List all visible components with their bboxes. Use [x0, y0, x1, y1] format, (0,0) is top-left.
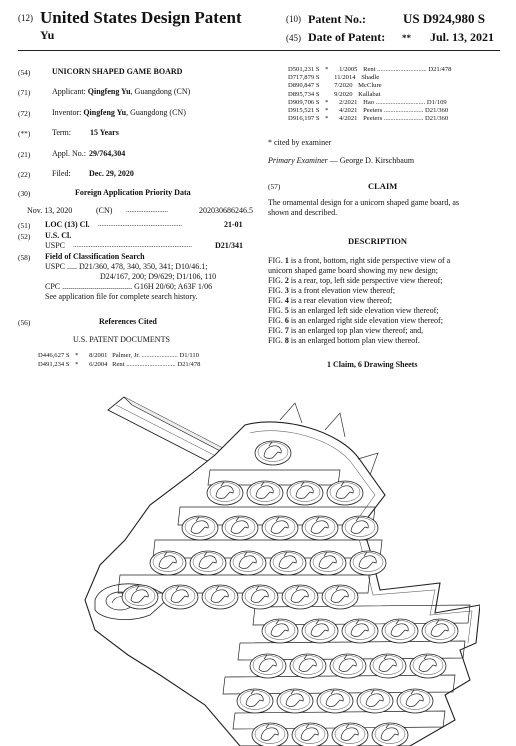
bubble-cup	[252, 723, 288, 746]
inventor-short: Yu	[40, 28, 55, 42]
cited-note: * cited by examiner	[268, 138, 332, 147]
ref-dots: ..............................	[126, 361, 176, 368]
term-label: Term:	[52, 128, 71, 137]
description-n: 8	[284, 336, 289, 345]
field-22-num: (22)	[18, 170, 31, 179]
field-54-num: (54)	[18, 68, 31, 77]
ref-row	[288, 115, 451, 123]
ref-number: D915,521 S	[288, 106, 320, 114]
term-num: (**)	[18, 129, 31, 138]
appl-value: 29/764,304	[89, 149, 126, 158]
ref-row	[288, 99, 451, 107]
loc-value: 21-01	[224, 220, 243, 229]
ref-number: D491,234 S	[38, 361, 70, 368]
ref-class: D21/478	[428, 66, 452, 73]
bubble-cup	[382, 619, 418, 643]
ref-date: 4/2021	[339, 115, 358, 123]
bubble-cup	[310, 551, 346, 575]
ref-row	[38, 361, 200, 369]
description-pre: FIG.	[268, 306, 285, 315]
description-line	[268, 336, 450, 346]
description-n: 5	[284, 306, 289, 315]
description-post: is an enlarged top plan view thereof; and,	[288, 326, 424, 335]
ref-number: D446,627 S	[38, 352, 70, 359]
bubble-cup	[190, 551, 226, 575]
field-56-num: (56)	[18, 318, 31, 327]
description-line	[268, 316, 450, 326]
bubble-cup	[247, 481, 283, 505]
search-line-1: USPC ..... D21/360, 478, 340, 350, 341; D10/46.1;	[45, 262, 208, 271]
description-post: is an enlarged right side elevation view thereof;	[288, 316, 443, 325]
examiner-line	[268, 156, 414, 165]
uspc-label: USPC	[45, 241, 66, 250]
ref-dots: ......................	[141, 352, 178, 359]
claim-num: (57)	[268, 182, 281, 191]
inventor-name: Qingfeng Yu	[83, 108, 127, 117]
description-n: 2	[284, 276, 289, 285]
kind-code-number: (12)	[18, 13, 33, 23]
field-21-num: (21)	[18, 150, 31, 159]
description-pre: FIG.	[268, 286, 285, 295]
design-title: UNICORN SHAPED GAME BOARD	[52, 67, 183, 76]
ref-row	[288, 82, 451, 90]
unicorn-board-drawing	[40, 375, 480, 746]
description-pre: FIG.	[268, 256, 285, 265]
ref-date: 6/2004	[89, 361, 108, 368]
bubble-cup	[370, 654, 406, 678]
bubble-cup	[322, 585, 358, 609]
ref-date: 11/2014	[334, 74, 356, 82]
ref-date: 1/2005	[339, 66, 358, 73]
ref-dots: ........................	[383, 106, 424, 114]
ref-row	[288, 91, 451, 99]
description-line	[268, 306, 450, 316]
priority-country: (CN)	[96, 206, 113, 215]
date-number: (45)	[286, 33, 301, 43]
bubble-cup	[202, 585, 238, 609]
description-line	[268, 296, 450, 306]
field-72-num: (72)	[18, 109, 31, 118]
bubble-cup	[182, 516, 218, 540]
ref-class: D21/360	[425, 106, 449, 114]
field-58-num: (58)	[18, 253, 31, 262]
priority-number: 202030686246.5	[199, 206, 253, 215]
ref-star: *	[75, 361, 79, 368]
description-pre: FIG.	[268, 336, 285, 345]
ref-date: 2/2021	[339, 98, 358, 106]
bubble-cup	[350, 551, 386, 575]
ref-row	[38, 352, 199, 360]
search-line-3: CPC ................................... G16H 20/60; A63F 1/06	[45, 282, 213, 291]
bubble-cup	[290, 654, 326, 678]
ref-class: D1/109	[426, 98, 447, 106]
uspc-dots: ....................................................................	[73, 241, 192, 249]
date-label: Date of Patent:	[308, 30, 386, 44]
loc-dots: ................................................	[98, 220, 182, 228]
ref-number: D895,734 S	[288, 90, 320, 98]
applicant-name: Qingfeng Yu	[87, 87, 131, 96]
description-post: is an enlarged bottom plan view thereof.	[288, 336, 420, 345]
description-line	[268, 326, 450, 336]
description-pre: FIG.	[268, 276, 285, 285]
claim-heading: CLAIM	[368, 181, 398, 191]
description-line	[268, 256, 450, 266]
description-n: 3	[284, 286, 289, 295]
bubble-cup	[422, 619, 458, 643]
ref-class: D21/478	[177, 361, 201, 368]
patent-title: United States Design Patent	[40, 8, 242, 27]
ref-star: *	[325, 115, 329, 123]
ref-date: 4/2021	[339, 106, 358, 114]
inventor-place: , Guangdong (CN)	[126, 108, 186, 117]
ref-name: Peeters	[363, 106, 383, 114]
search-heading: Field of Classification Search	[45, 252, 145, 261]
search-line-4: See application file for complete search history.	[45, 292, 198, 301]
applicant-line	[52, 87, 190, 96]
claim-text-1: The ornamental design for a unicorn shaped game board, as	[268, 198, 460, 207]
patent-no-value: US D924,980 S	[403, 11, 485, 26]
field-52-num: (52)	[18, 232, 31, 241]
applicant-label: Applicant:	[52, 87, 86, 96]
term-stars: **	[402, 33, 411, 43]
description-pre: FIG.	[268, 296, 285, 305]
description-pre: FIG.	[268, 316, 285, 325]
bubble-cup	[327, 481, 363, 505]
inventor-label: Inventor:	[52, 108, 82, 117]
description-n: 4	[284, 296, 289, 305]
description-post: unicorn shaped game board showing my new design;	[268, 266, 438, 275]
description-n: 6	[284, 316, 289, 325]
bubble-cup	[342, 619, 378, 643]
patent-no-label: Patent No.:	[308, 12, 366, 26]
ref-star: *	[325, 98, 329, 106]
bubble-cup	[262, 619, 298, 643]
ref-class: D21/360	[425, 115, 449, 123]
bubble-cup	[397, 689, 433, 713]
sheet-count: 1 Claim, 6 Drawing Sheets	[327, 360, 418, 369]
bubble-cup	[342, 516, 378, 540]
header-rule	[18, 50, 500, 51]
bubble-cup	[277, 689, 313, 713]
ref-number: D909,706 S	[288, 98, 320, 106]
bubble-cup	[332, 723, 368, 746]
ref-star: *	[325, 66, 329, 73]
ref-name: Rent	[112, 361, 125, 368]
ref-date: 7/2020	[334, 82, 353, 90]
priority-dots: ........................	[126, 206, 168, 214]
priority-heading: Foreign Application Priority Data	[75, 188, 191, 197]
ref-name: Hao	[363, 98, 375, 106]
bubble-cup	[330, 654, 366, 678]
bubble-cup	[222, 516, 258, 540]
bubble-cup	[357, 689, 393, 713]
ref-star: *	[325, 106, 329, 114]
applicant-place: , Guangdong (CN)	[130, 87, 191, 96]
appl-label: Appl. No.:	[52, 149, 86, 158]
ref-number: D916,197 S	[288, 115, 320, 123]
ref-name: Rent	[363, 66, 376, 73]
bubble-cup	[302, 619, 338, 643]
ref-number: D501,231 S	[288, 66, 320, 73]
uscl-label: U.S. Cl.	[45, 231, 72, 240]
loc-label: LOC (13) Cl.	[45, 220, 90, 229]
ref-star: *	[75, 352, 79, 359]
bubble-cup	[270, 551, 306, 575]
description-post: is a rear, top, left side perspective view thereof;	[288, 276, 443, 285]
description-line	[268, 266, 450, 276]
field-51-num: (51)	[18, 221, 31, 230]
ref-date: 9/2020	[334, 90, 353, 98]
ref-number: D717,879 S	[288, 74, 320, 82]
bubble-cup	[237, 689, 273, 713]
bubble-cup	[302, 516, 338, 540]
bubble-cup	[255, 441, 291, 465]
term-value: 15 Years	[90, 128, 119, 137]
ref-dots: ........................	[383, 115, 424, 123]
examiner-name: — George D. Kirschbaum	[327, 156, 415, 165]
description-post: is a front elevation view thereof;	[288, 286, 396, 295]
ref-date: 8/2001	[89, 352, 108, 359]
bubble-cup	[242, 585, 278, 609]
ref-row	[288, 107, 451, 115]
ref-number: D890,847 S	[288, 82, 320, 90]
ref-row	[288, 74, 451, 82]
ref-dots: ..............................	[375, 98, 426, 106]
ref-name: Peeters	[363, 115, 383, 123]
ref-name: Shadle	[361, 74, 380, 82]
description-line	[268, 286, 450, 296]
description-line	[268, 276, 450, 286]
claim-text-2: shown and described.	[268, 208, 338, 217]
filed-value: Dec. 29, 2020	[89, 169, 134, 178]
uspc-value: D21/341	[215, 241, 243, 250]
description-post: is a front, bottom, right side perspective view of a	[288, 256, 451, 265]
inventor-line	[52, 108, 186, 117]
description-n: 1	[284, 256, 289, 265]
patent-no-number: (10)	[286, 14, 301, 24]
description-post: is an enlarged left side elevation view thereof;	[288, 306, 439, 315]
field-30-num: (30)	[18, 189, 31, 198]
right-refs	[288, 66, 451, 123]
ref-name: McClure	[358, 82, 382, 90]
search-line-2: D24/167, 200; D9/629; D1/106, 110	[100, 272, 217, 281]
ref-class: D1/110	[179, 352, 199, 359]
description-pre: FIG.	[268, 326, 285, 335]
description-lines	[268, 256, 450, 346]
description-n: 7	[284, 326, 289, 335]
bubble-cup	[230, 551, 266, 575]
bubble-cup	[372, 723, 408, 746]
ref-row	[288, 66, 451, 74]
references-heading: References Cited	[99, 317, 157, 326]
ref-name: Kallabat	[358, 90, 381, 98]
bubble-cup	[292, 723, 328, 746]
bubble-cup	[250, 654, 286, 678]
bubble-cup	[282, 585, 318, 609]
bubble-cup	[122, 585, 158, 609]
bubble-cup	[162, 585, 198, 609]
bubble-cup	[150, 551, 186, 575]
bubble-cup	[207, 481, 243, 505]
priority-date: Nov. 13, 2020	[27, 206, 73, 215]
ref-dots: ..............................	[377, 66, 427, 73]
us-docs-heading: U.S. PATENT DOCUMENTS	[73, 335, 170, 344]
description-heading: DESCRIPTION	[348, 236, 408, 246]
date-value: Jul. 13, 2021	[430, 30, 495, 44]
bubble-cup	[410, 654, 446, 678]
bubble-cup	[317, 689, 353, 713]
examiner-label: Primary Examiner	[268, 156, 328, 165]
description-post: is a rear elevation view thereof;	[288, 296, 392, 305]
filed-label: Filed:	[52, 169, 71, 178]
bubble-cup	[287, 481, 323, 505]
field-71-num: (71)	[18, 88, 31, 97]
ref-name: Palmer, Jr.	[112, 352, 140, 359]
bubble-cup	[262, 516, 298, 540]
